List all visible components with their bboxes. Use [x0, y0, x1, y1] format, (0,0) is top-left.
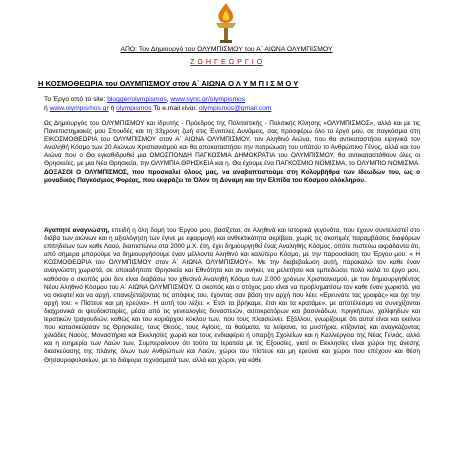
email-link[interactable]: olympismos@gmail.com [198, 105, 272, 112]
intro-paragraph [44, 120, 420, 185]
reader-greeting: Αγαπητέ αναγνώστη, [44, 227, 110, 234]
olympic-flame-logo [211, 2, 241, 44]
olympismos-link-2[interactable]: olympismos [116, 105, 152, 112]
main-paragraph [44, 227, 420, 365]
document-title: Η ΚΟΣΜΟΘΕΩΡΙΑ του ΟΛΥΜΠΙΣΜΟΥ στον Α΄ ΑΙΩΝΑ Ο Λ Υ Μ Π Ι Σ Μ Ο Υ [38, 79, 299, 88]
main-text: επειδή η όλη δομή του Έργου μου, βασίζεται, σε Αληθινά και Ιστορικά γεγονότα, που έχουν συντελεστεί στο διάβα των αιώνων και η αξιολόγηση των έγινε με εφαρμογή και ανθεκτικότητα ακρίβεια, χωρίς τις σκοπιμές παραμβάσεις διαφόρων επιτηδείων των καθε Λαού, διαπιστώνω στα 2000 μ.Χ. έτη, έχει δημιουργηθεί ένας Αναληθής Κόσμος, οπότε πιστεύω ακράδαντα ότι, από σήμερα μπορούμε να δημιουργήσουμε έναν μέλλοντα Αληθινό και καλύτερο Κόσμο, με την παρουσίαση του Έργου μου: « Η ΚΟΣΜΟΘΕΩΡΙΑ του ΟΛΥΜΠΙΣΜΟΥ στον Α΄ ΑΙΩΝΑ ΟΛΥΜΠΙΣΜΟΥ». Με την διαβεβαίωση αυτή, παρακαλώ τον καθε έναν αναγνώστη χωριστά, σε οποιαδήποτε Θρησκεία και Εθνότητα και αν ανήκει, να μελετήσει και εμπεδώσει πολύ καλά το έργο μου, καθόσον ο σκοπός μου δεν είναι διαβάσω τον χθεσινό Αναληθή Κόσμο των 2.000 χρόνων Χριστιανισμού, με τον δημιουργηθέντος Νέου Αληθινό Κόσμου του Α΄ ΑΙΩΝΑ ΟΛΥΜΠΙΣΜΟΥ. Ο σκοπός και ο στόχος μου είναι να προβληματίσω τον καθε έναν χωριστά, για να σκεφτεί και να αρχή, επανεξετάζοντας τις απόψεις του, έχοντας σαν βάση την αρχή που λέει: «Ερευνάτε τας γραφάς» και όχι την αρχή του: « Πίστευε και μη ερεύνα». Η αυτή του λέξει: « Έτσι τα βρήκαμε, έτσι και τα κρατάμε», με αποτέλεσμα να συνεχίζονται διαχρονικά οι ψευδοιστορίες, μέσα από τις γενεαλογίες δυναστειών, αυτοκρατόρων και βασιλιάδων, πριγκήπων, χαλίφηδων και Ιερατικών τραγουδιών, καθώς και του κυριάρχου κύκλου των, που τους πλαισιώνει. Εξάλλου, γνωρίζουμε ότι αυτοί είναι και εκείνοι που κατασκεύασαν τις Θρησκείες, τους Θεούς, τους Αγίους, τα θαύματα, τα λείψανα, τα μυστήρια, κτίζοντας και αναγκάζοντας χιλιάδες Ναούς, Μοναστήρια και Εκκλησίες χωριά και τους ενδιαφέρει ή υπαρξη Σχολείων και η Καλλιέργεια της Νέας Γενιάς, αλλά και η ευημερία των Λαών των. Συμπεραίνουν ότι τούτο τα Ιερατεία με τις Εξουσίες, γιατί οι Εκκλησίες είναι χώροι της άνεσης διασκεύασης της πλάνης όλων των Ανθρώπων και Λαών, χώροι του πίστευε και μη ερεύνα και χώροι που επέχουν και θέση Θησαυροφυλακίων, με τα διάφορα τεχνάσματά των, αλλά και χώροι, για κάθε [44, 227, 420, 364]
blogger-link[interactable]: blogger/olympismos [107, 96, 167, 103]
or-separator: ή [44, 105, 48, 112]
intro-text: Ως Δημιουργός του ΟΛΥΜΠΙΣΜΟΥ και Ιδρυτής - Πρόεδρος της Πολιτιστικής - Πολιτικής Κίνησης «ΟΛΥΜΠΙΣΜΟΣ», αλλά και με τις Πανεπιστημιακές μου Σπουδές και τη 33χρονη ζωή στις Ένοπλες Δυνάμεις, σας προσφέρω όλο το έργο μου, σε παγκόσμια στη ΕΙΚΟΣΜΟΘΕΩΡΙΑ του ΟΛΥΜΠΙΣΜΟΥ στον Α΄ ΑΙΩΝΑ ΟΛΥΜΠΙΣΜΟΥ, τον Αληθινό Αιώνα, που θα αντικαταστήσει ειρηνικά τον Αναληθή Κόσμο των 20 Αιώνων Χριστιανισμού και θα αποκαταστήσει την πατρώωση του υπάτου το Ανθρώπινο Γένος, αλλά και του Αιώνα που ο Θα εγκαθιδρυθεί μια ΟΜΟΣΠΟΝΔΗ ΠΑΓΚΟΣΜΙΑ ΔΗΜΟΚΡΑΤΙΑ του ΟΛΥΜΠΙΣΜΟΥ, θα αντικαταστάθουν όλες οι Θρησκείες, με μια Νέα Θρησκεία, την ΟΛΥΜΠΙΑ ΘΡΗΣΚΕΙΑ και η. Θα έχουμε ένα ΠΑΓΚΟΣΜΙΟ ΝΟΜΙΣΜΑ, το ΟΛΥΜΠΙΟ ΝΟΜΙΣΜΑ. [44, 120, 420, 168]
olympismos-link[interactable]: www.olympismos.gr [49, 105, 109, 112]
intro-bold-text: ΔΟΞΑΣΟΙ Ο ΟΛΥΜΠΙΣΜΟΣ, που προσκαλεί όλους μας, να αναβαπτιστούμε στη Κολυμβήθρα των Ιδεωδών του, ως ο μοναδικός Παγκόσμιος Φορέας, που εκφράζει το Όλον τη Δύναμη και την Ελπίδα του Κόσμου ολόκληρου. [44, 168, 420, 184]
site-prefix: Το Έργο από το site: [44, 96, 106, 103]
source-links: Το Έργο από το site: blogger/olympismos, www.sync.gr/olympismos ή www.olympismos.gr ή olympismos Το e.mail είναι: olympismos@gmail.com [44, 96, 272, 112]
sync-link[interactable]: www.sync.gr/olympismos [170, 96, 246, 103]
author-name: Ζ Ω Η Γ Ε Ω Ρ Γ Ι Ο [190, 57, 263, 66]
email-prefix: Το e.mail είναι: [153, 105, 197, 112]
or-separator-2: ή [110, 105, 115, 112]
document-subtitle: ΑΠΟ: Τον Δημιουργό του ΟΛΥΜΠΙΣΜΟΥ του Α΄ ΑΙΩΝΑ ΟΛΥΜΠΙΣΜΟΥ [120, 46, 333, 53]
